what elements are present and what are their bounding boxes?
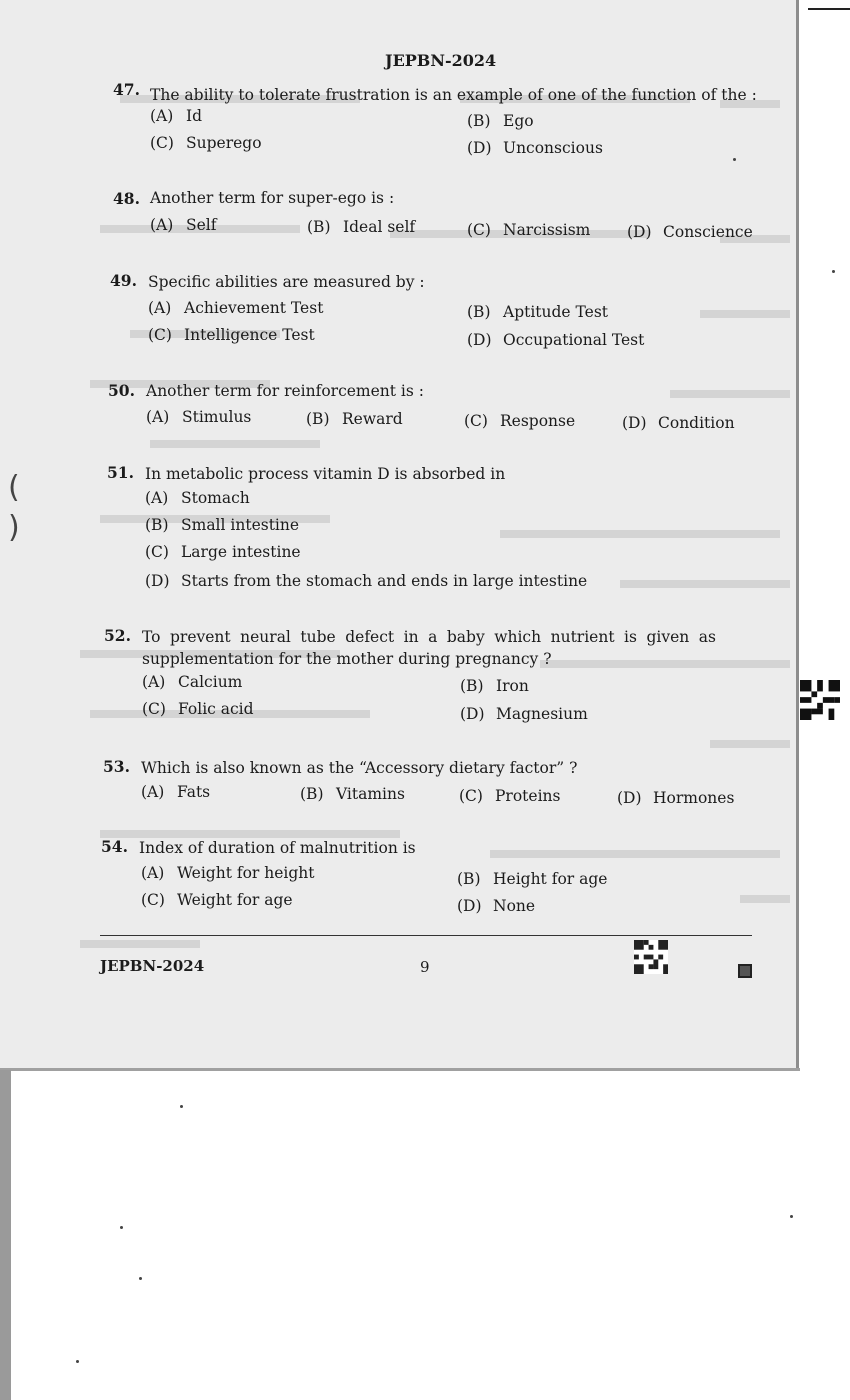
question-text: Specific abilities are measured by : [148, 273, 425, 291]
option-d: (D) Starts from the stomach and ends in large intestine [145, 572, 588, 590]
option-b: (B) Reward [306, 410, 403, 428]
speck [733, 158, 736, 161]
option-d: (D) Magnesium [460, 705, 588, 723]
option-a: (A) Stomach [145, 489, 250, 507]
question-number: 47. [113, 80, 140, 99]
speck [120, 1226, 123, 1229]
margin-pen-mark: ( [8, 470, 20, 505]
option-a: (A) Fats [141, 783, 211, 801]
question-number: 53. [103, 757, 130, 776]
speck [139, 1277, 142, 1280]
option-a: (A) Self [150, 216, 217, 234]
question-number: 50. [108, 381, 135, 400]
option-b: (B) Vitamins [300, 785, 405, 803]
option-a: (A) Stimulus [146, 408, 252, 426]
option-c: (C) Superego [150, 134, 262, 152]
option-c: (C) Response [464, 412, 576, 430]
side-qr-code-icon [800, 680, 840, 720]
speck [832, 270, 835, 273]
option-b: (B) Small intestine [145, 516, 300, 534]
scan-margin-strip [0, 1070, 11, 1400]
option-a: (A) Weight for height [141, 864, 315, 882]
option-d: (D) None [457, 897, 536, 915]
question-text: To prevent neural tube defect in a baby which nutrient is given as supplementation for the mother during pregnancy ? [142, 628, 716, 668]
question-number: 48. [113, 189, 140, 208]
option-d: (D) Unconscious [467, 139, 603, 157]
question-number: 51. [107, 463, 134, 482]
page-edge-bottom [0, 1068, 800, 1071]
option-c: (C) Large intestine [145, 543, 301, 561]
option-b: (B) Height for age [457, 870, 608, 888]
page-number: 9 [420, 958, 430, 976]
footer-marker-icon [738, 964, 752, 978]
option-d: (D) Conscience [627, 223, 753, 241]
footer-code: JEPBN-2024 [100, 957, 205, 975]
footer-qr-code-icon [634, 940, 668, 974]
footer-rule [100, 935, 752, 936]
speck [180, 1105, 183, 1108]
option-c: (C) Narcissism [467, 221, 591, 239]
option-c: (C) Intelligence Test [148, 326, 315, 344]
question-text: Another term for super-ego is : [150, 189, 395, 207]
option-d: (D) Condition [622, 414, 735, 432]
speck [790, 1215, 793, 1218]
option-b: (B) Ideal self [307, 218, 416, 236]
question-number: 52. [104, 626, 131, 645]
speck [76, 1360, 79, 1363]
question-text: The ability to tolerate frustration is an example of one of the function of the : [150, 86, 757, 104]
question-text: Another term for reinforcement is : [146, 382, 424, 400]
question-number: 49. [110, 271, 137, 290]
option-d: (D) Occupational Test [467, 331, 645, 349]
option-b: (B) Ego [467, 112, 534, 130]
option-b: (B) Iron [460, 677, 529, 695]
option-c: (C) Folic acid [142, 700, 254, 718]
question-text: Which is also known as the “Accessory dietary factor” ? [141, 759, 578, 777]
option-a: (A) Calcium [142, 673, 243, 691]
question-text: Index of duration of malnutrition is [139, 839, 416, 857]
question-number: 54. [101, 837, 128, 856]
scan-corner-line [808, 8, 850, 10]
option-d: (D) Hormones [617, 789, 735, 807]
option-b: (B) Aptitude Test [467, 303, 609, 321]
option-c: (C) Weight for age [141, 891, 293, 909]
margin-pen-mark: ) [8, 510, 20, 545]
option-a: (A) Achievement Test [148, 299, 324, 317]
option-c: (C) Proteins [459, 787, 561, 805]
option-a: (A) Id [150, 107, 203, 125]
question-text: In metabolic process vitamin D is absorbed in [145, 465, 506, 483]
page-header-code: JEPBN-2024 [385, 51, 497, 70]
